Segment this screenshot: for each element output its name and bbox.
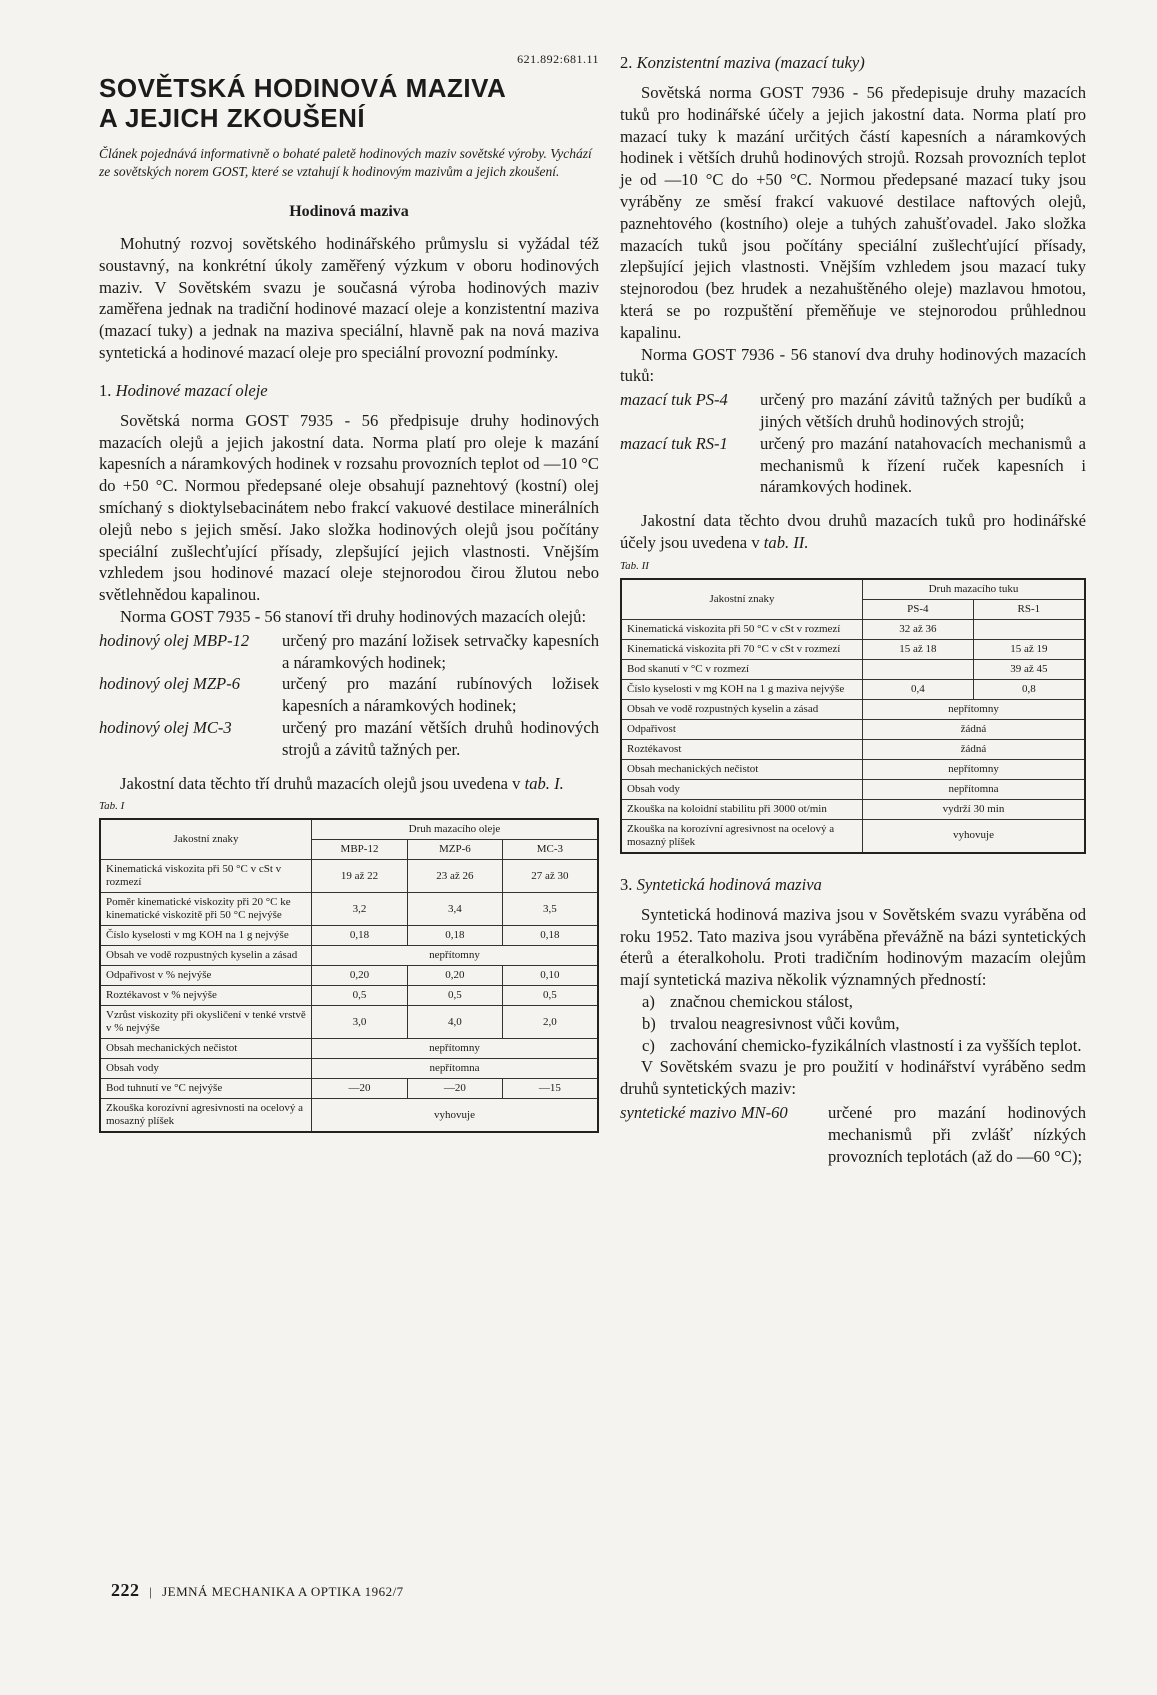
definition-item xyxy=(99,673,599,717)
advantages-list xyxy=(620,991,1086,1056)
table-row-label: Bod skanutí v °C v rozmezí xyxy=(621,659,863,679)
table-row xyxy=(621,739,1085,759)
table-2-col-header: RS-1 xyxy=(973,599,1085,619)
table-row-label: Obsah vody xyxy=(621,779,863,799)
table-row xyxy=(100,986,598,1006)
table-row xyxy=(621,819,1085,853)
definition-item xyxy=(620,389,1086,433)
section-1-paragraph-2: Norma GOST 7935 - 56 stanoví tři druhy hodinových mazacích olejů: xyxy=(120,606,587,626)
table-cell xyxy=(973,619,1085,639)
title-line-1: SOVĚTSKÁ HODINOVÁ MAZIVA xyxy=(99,73,507,103)
definition-item xyxy=(99,717,599,761)
section-1-paragraph-3-text: Jakostní data těchto tří druhů mazacích olejů jsou uvedena v xyxy=(120,773,525,793)
table-cell: 23 až 26 xyxy=(408,860,503,893)
table-2-col-header: PS-4 xyxy=(863,599,974,619)
definition-item xyxy=(620,1102,1086,1167)
table-row xyxy=(621,679,1085,699)
section-2-paragraph-3 xyxy=(620,510,1086,554)
table-row-label: Odpařivost xyxy=(621,719,863,739)
definition-term: mazací tuk RS-1 xyxy=(620,433,728,453)
table-cell: 0,5 xyxy=(502,986,598,1006)
table-row xyxy=(100,893,598,926)
table-1-header-quality: Jakostní znaky xyxy=(100,819,312,860)
section-3-number: 3. xyxy=(620,874,633,894)
advantage-marker: b) xyxy=(642,1013,656,1033)
table-row xyxy=(100,1039,598,1059)
table-cell: 4,0 xyxy=(408,1006,503,1039)
table-cell: 19 až 22 xyxy=(312,860,408,893)
table-cell: 0,10 xyxy=(502,966,598,986)
advantage-item xyxy=(620,1013,1086,1035)
table-cell: 0,18 xyxy=(408,926,503,946)
table-cell: 2,0 xyxy=(502,1006,598,1039)
right-column xyxy=(620,52,1086,1167)
table-row xyxy=(100,946,598,966)
table-row-label: Vzrůst viskozity při okysličení v tenké vrstvě v % nejvýše xyxy=(100,1006,312,1039)
table-cell-merged: nepřítomny xyxy=(863,759,1086,779)
section-1-paragraph-1: Sovětská norma GOST 7935 - 56 předpisuje druhy hodinových mazacích olejů a jejich jakostní data. Norma platí pro oleje k mazání kapesních a náramkových hodinek v rozsahu provozních teplot od —10 °C do +50 °C. Normou předepsané oleje obsahují paznehtový (kostní) olej smíchaný s dioktylsebacinátem nebo frakcí vakuové destilace minerálních olejů nebo s jejich směsí. Jako složka hodinových olejů jsou počítány speciální zušlechťující přísady, zlepšující jejich vlastnosti. Vnějším vzhledem jsou hodinové mazací oleje stejnorodou čirou žlutou nebo světlehnědou kapalinou. xyxy=(99,410,599,605)
table-row-label: Obsah ve vodě rozpustných kyselin a zásad xyxy=(100,946,312,966)
definition-term: hodinový olej MC-3 xyxy=(99,717,232,737)
page-number: 222 xyxy=(111,1580,140,1600)
table-1 xyxy=(99,818,599,1133)
section-1-number: 1. xyxy=(99,380,112,400)
advantage-text: značnou chemickou stálost, xyxy=(670,991,853,1011)
table-row xyxy=(100,1099,598,1133)
table-cell: 15 až 19 xyxy=(973,639,1085,659)
table-cell-merged: nepřítomna xyxy=(312,1059,599,1079)
section-3-title: Syntetická hodinová maziva xyxy=(636,874,822,894)
left-column xyxy=(99,52,599,1133)
table-row xyxy=(621,639,1085,659)
table-row-label: Zkouška korozívní agresivnosti na ocelový a mosazný plíšek xyxy=(100,1099,312,1133)
advantage-text: zachování chemicko-fyzikálních vlastností i za vyšších teplot. xyxy=(670,1035,1082,1055)
table-cell: 15 až 18 xyxy=(863,639,974,659)
table-1-col-header: MC-3 xyxy=(502,840,598,860)
advantage-item xyxy=(620,991,1086,1013)
table-cell: 3,5 xyxy=(502,893,598,926)
table-1-label: Tab. I xyxy=(99,800,125,813)
synthetic-types-list xyxy=(620,1102,1086,1167)
table-cell: 27 až 30 xyxy=(502,860,598,893)
section-heading: Hodinová maziva xyxy=(289,203,409,220)
table-cell-merged: vyhovuje xyxy=(312,1099,599,1133)
article-title xyxy=(99,73,599,133)
definition-term: hodinový olej MBP-12 xyxy=(99,630,250,650)
table-row-label: Odpařivost v % nejvýše xyxy=(100,966,312,986)
table-cell: 0,18 xyxy=(502,926,598,946)
definition-description: určený pro mazání ložisek setrvačky kapesních a náramkových hodinek; xyxy=(282,630,599,672)
table-cell: 0,4 xyxy=(863,679,974,699)
table-row-label: Obsah ve vodě rozpustných kyselin a zásad xyxy=(621,699,863,719)
table-row-label: Kinematická viskozita při 50 °C v cSt v rozmezí xyxy=(621,619,863,639)
title-line-2: A JEJICH ZKOUŠENÍ xyxy=(99,103,366,133)
table-row-label: Číslo kyselosti v mg KOH na 1 g maziva nejvýše xyxy=(621,679,863,699)
table-cell-merged: žádná xyxy=(863,719,1086,739)
table-cell: 0,20 xyxy=(408,966,503,986)
table-1-col-header: MBP-12 xyxy=(312,840,408,860)
table-row xyxy=(100,966,598,986)
table-cell: 0,5 xyxy=(312,986,408,1006)
table-row xyxy=(621,759,1085,779)
advantage-text: trvalou neagresivnost vůči kovům, xyxy=(670,1013,900,1033)
table-cell-merged: vyhovuje xyxy=(863,819,1086,853)
udc-code: 621.892:681.11 xyxy=(517,52,599,66)
intro-paragraph: Mohutný rozvoj sovětského hodinářského průmyslu si vyžádal též soustavný, na konkrétní úkoly zaměřený výzkum v oboru hodinových maziv. V Sovětském svazu je současná výroba hodinových maziv zaměřena jednak na tradiční hodinové mazací oleje a konzistentní maziva (mazací tuky) a jednak na maziva speciální, hlavně pak na nová maziva syntetická a hodinové mazací oleje pro speciální provozní podmínky. xyxy=(99,234,599,362)
table-cell: 3,4 xyxy=(408,893,503,926)
table-row-label: Zkouška na korozívní agresivnost na ocelový a mosazný plíšek xyxy=(621,819,863,853)
table-row-label: Obsah mechanických nečistot xyxy=(100,1039,312,1059)
section-2-number: 2. xyxy=(620,53,633,72)
definition-description: určený pro mazání větších druhů hodinových strojů a závitů tažných per. xyxy=(282,717,599,759)
table-1-header-group: Druh mazacího oleje xyxy=(312,819,599,840)
section-1-heading xyxy=(99,380,599,402)
table-cell-merged: nepřítomny xyxy=(312,946,599,966)
table-cell-merged: vydrží 30 min xyxy=(863,799,1086,819)
definition-item xyxy=(620,433,1086,498)
table-cell-merged: žádná xyxy=(863,739,1086,759)
table-cell-merged: nepřítomny xyxy=(863,699,1086,719)
table-row-label: Bod tuhnutí ve °C nejvýše xyxy=(100,1079,312,1099)
section-3-heading xyxy=(620,874,1086,896)
advantage-marker: c) xyxy=(642,1035,655,1055)
table-cell: 0,5 xyxy=(408,986,503,1006)
table-row-label: Poměr kinematické viskozity při 20 °C ke kinematické viskozitě při 50 °C nejvýše xyxy=(100,893,312,926)
section-1-paragraph-3 xyxy=(99,773,599,795)
table-2-label: Tab. II xyxy=(620,559,649,572)
section-2-paragraph-2: Norma GOST 7936 - 56 stanoví dva druhy hodinových mazacích tuků: xyxy=(620,344,1086,386)
table-cell: 0,8 xyxy=(973,679,1085,699)
table-row-label: Zkouška na koloidní stabilitu při 3000 ot/min xyxy=(621,799,863,819)
table-row-label: Roztékavost v % nejvýše xyxy=(100,986,312,1006)
section-2-heading xyxy=(620,52,1086,74)
table-2-reference: tab. II. xyxy=(763,532,809,552)
table-cell: 0,18 xyxy=(312,926,408,946)
footer-separator: | xyxy=(149,1584,153,1599)
table-row xyxy=(621,719,1085,739)
table-1-reference: tab. I. xyxy=(524,773,564,793)
table-row-label: Roztékavost xyxy=(621,739,863,759)
definition-term: syntetické mazivo MN-60 xyxy=(620,1102,788,1122)
table-row xyxy=(621,799,1085,819)
section-2-paragraph-3-text: Jakostní data těchto dvou druhů mazacích tuků pro hodinářské účely jsou uvedena v xyxy=(620,511,1086,552)
table-row xyxy=(100,1006,598,1039)
table-cell: 0,20 xyxy=(312,966,408,986)
section-2-paragraph-1: Sovětská norma GOST 7936 - 56 předepisuje druhy mazacích tuků pro hodinářské účely a jejich jakostní data. Norma platí pro mazací tuky k mazání určitých částí kapesních a náramkových hodinek i větších druhů hodinových strojů. Rozsah provozních teplot je od —10 °C do +50 °C. Normou předepsané mazací tuky jsou vyráběny ze směsí frakcí vakuové destilace naftových olejů, paznehtového (kostního) oleje a tuhých zahušťovadel. Jako složka mazacích tuků jsou počítány speciální zušlechťující přísady, zlepšující jejich vlastnosti. Vnějším vzhledem jsou mazací tuky stejnorodou (bez hrudek a nezahuštěného oleje) mazlavou hmotou, která se po rozpuštění přeměňuje ve stejnorodou průhlednou kapalinu. xyxy=(620,83,1086,342)
table-row-label: Číslo kyselosti v mg KOH na 1 g nejvýše xyxy=(100,926,312,946)
table-cell-merged: nepřítomny xyxy=(312,1039,599,1059)
article-lead: Článek pojednává informativně o bohaté paletě hodinových maziv sovětské výroby. Vychází ze sovětských norem GOST, které se vztahují k hodinovým mazivům a jejich zkoušení. xyxy=(99,146,592,179)
table-cell: —15 xyxy=(502,1079,598,1099)
advantage-marker: a) xyxy=(642,991,655,1011)
table-cell-merged: nepřítomna xyxy=(863,779,1086,799)
table-row xyxy=(621,779,1085,799)
table-row-label: Kinematická viskozita při 50 °C v cSt v rozmezí xyxy=(100,860,312,893)
oil-types-list xyxy=(99,630,599,761)
table-2 xyxy=(620,578,1086,854)
table-cell: —20 xyxy=(312,1079,408,1099)
advantage-item xyxy=(620,1035,1086,1057)
definition-description: určený pro mazání rubínových ložisek kapesních a náramkových hodinek; xyxy=(282,674,599,716)
table-row-label: Obsah vody xyxy=(100,1059,312,1079)
table-row-label: Kinematická viskozita při 70 °C v cSt v rozmezí xyxy=(621,639,863,659)
definition-description: určené pro mazání hodinových mechanismů při zvlášť nízkých provozních teplotách (až do —60 °C); xyxy=(828,1102,1086,1166)
table-row xyxy=(100,1079,598,1099)
table-cell: 3,2 xyxy=(312,893,408,926)
table-row xyxy=(621,659,1085,679)
definition-description: určený pro mazání závitů tažných per budíků a jiných větších druhů hodinových strojů; xyxy=(760,390,1086,431)
definition-item xyxy=(99,630,599,674)
definition-term: mazací tuk PS-4 xyxy=(620,390,728,410)
journal-name: JEMNÁ MECHANIKA A OPTIKA 1962/7 xyxy=(162,1584,404,1599)
table-row xyxy=(100,1059,598,1079)
table-2-header-group: Druh mazacího tuku xyxy=(863,579,1086,600)
section-2-title: Konzistentní maziva (mazací tuky) xyxy=(636,53,865,72)
table-cell: 32 až 36 xyxy=(863,619,974,639)
section-3-paragraph-2: V Sovětském svazu je pro použití v hodinářství vyráběno sedm druhů syntetických maziv: xyxy=(620,1057,1086,1099)
table-cell: 3,0 xyxy=(312,1006,408,1039)
table-2-header-quality: Jakostní znaky xyxy=(621,579,863,620)
table-row xyxy=(100,860,598,893)
table-row-label: Obsah mechanických nečistot xyxy=(621,759,863,779)
table-cell: —20 xyxy=(408,1079,503,1099)
section-3-paragraph-1: Syntetická hodinová maziva jsou v Sovětském svazu vyráběna od roku 1952. Tato maziva jsou vyráběna převážně na bázi syntetických éterů a éteralkoholu. Proti tradičním hodinovým mazacím olejům mají syntetická maziva několik významných předností: xyxy=(620,904,1086,990)
table-row xyxy=(621,619,1085,639)
table-row xyxy=(100,926,598,946)
page-footer xyxy=(111,1580,404,1601)
definition-term: hodinový olej MZP-6 xyxy=(99,674,241,694)
definition-description: určený pro mazání natahovacích mechanismů a mechanismů k řízení ruček kapesních i náramkových hodinek. xyxy=(760,433,1086,497)
table-row xyxy=(621,699,1085,719)
table-cell: 39 až 45 xyxy=(973,659,1085,679)
table-1-col-header: MZP-6 xyxy=(408,840,503,860)
grease-types-list xyxy=(620,389,1086,498)
section-1-title: Hodinové mazací oleje xyxy=(115,380,268,400)
table-cell xyxy=(863,659,974,679)
